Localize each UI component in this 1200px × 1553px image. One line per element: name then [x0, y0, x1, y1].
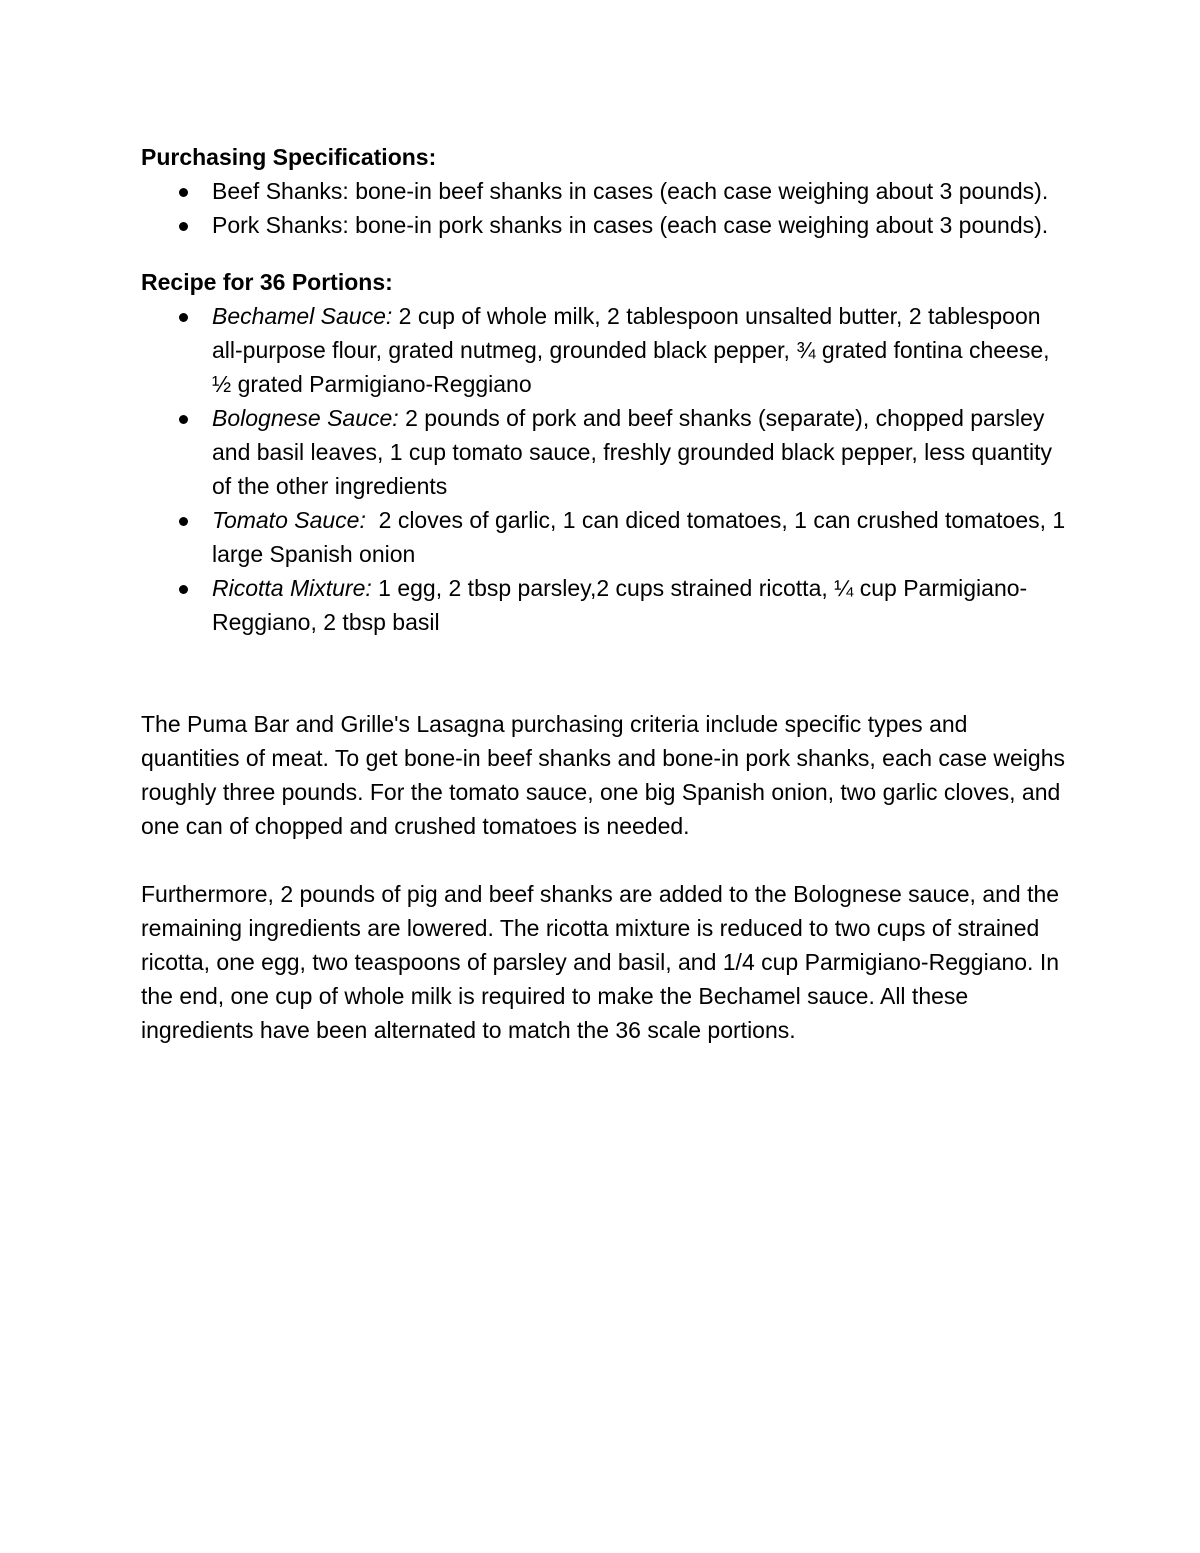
- recipe-item-bolognese: [141, 401, 1071, 503]
- document-page: [141, 140, 1071, 1047]
- purchasing-list: [141, 174, 1071, 242]
- purchasing-heading: Purchasing Specifications:: [141, 144, 437, 170]
- purchasing-item-text: Pork Shanks: bone-in pork shanks in cases (each case weighing about 3 pounds).: [212, 212, 1049, 238]
- recipe-item-tomato: [141, 503, 1071, 571]
- bullet-icon: [179, 517, 188, 526]
- recipe-item-text: 2 cloves of garlic, 1 can diced tomatoes, 1 can crushed tomatoes, 1 large Spanish onion: [212, 507, 1072, 567]
- recipe-item-text: 2 cup of whole milk, 2 tablespoon unsalted butter, 2 tablespoon all-purpose flour, grated nutmeg, grounded black pepper, ¾ grated fontina cheese, ½ grated Parmigiano-Reggiano: [212, 303, 1050, 397]
- recipe-heading: Recipe for 36 Portions:: [141, 269, 393, 295]
- bullet-icon: [179, 188, 188, 197]
- bullet-icon: [179, 585, 188, 594]
- paragraph-spacer: [141, 639, 1071, 707]
- bullet-icon: [179, 222, 188, 231]
- paragraph-spacer: [141, 843, 1071, 877]
- purchasing-item-pork: [141, 208, 1071, 242]
- recipe-list: [141, 299, 1071, 639]
- recipe-item-term: Bechamel Sauce:: [212, 303, 393, 329]
- recipe-item-term: Tomato Sauce:: [212, 507, 366, 533]
- recipe-item-text: 2 pounds of pork and beef shanks (separate), chopped parsley and basil leaves, 1 cup tomato sauce, freshly grounded black pepper, less quantity of the other ingredients: [212, 405, 1053, 499]
- body-paragraph: Furthermore, 2 pounds of pig and beef shanks are added to the Bolognese sauce, and the remaining ingredients are lowered. The ricotta mixture is reduced to two cups of strained ricotta, one egg, two teaspoons of parsley and basil, and 1/4 cup Parmigiano-Reggiano. In the end, one cup of whole milk is required to make the Bechamel sauce. All these ingredients have been alternated to match the 36 scale portions.: [141, 881, 1060, 1043]
- recipe-item-term: Bolognese Sauce:: [212, 405, 399, 431]
- section-spacer: [141, 242, 1071, 265]
- purchasing-item-beef: [141, 174, 1071, 208]
- bullet-icon: [179, 313, 188, 322]
- recipe-item-ricotta: [141, 571, 1071, 639]
- purchasing-item-text: Beef Shanks: bone-in beef shanks in cases (each case weighing about 3 pounds).: [212, 178, 1049, 204]
- recipe-item-bechamel: [141, 299, 1071, 401]
- bullet-icon: [179, 415, 188, 424]
- recipe-item-text: 1 egg, 2 tbsp parsley,2 cups strained ricotta, ¼ cup Parmigiano-Reggiano, 2 tbsp basil: [212, 575, 1028, 635]
- recipe-item-term: Ricotta Mixture:: [212, 575, 372, 601]
- body-paragraph: The Puma Bar and Grille's Lasagna purchasing criteria include specific types and quantities of meat. To get bone-in beef shanks and bone-in pork shanks, each case weighs roughly three pounds. For the tomato sauce, one big Spanish onion, two garlic cloves, and one can of chopped and crushed tomatoes is needed.: [141, 711, 1065, 839]
